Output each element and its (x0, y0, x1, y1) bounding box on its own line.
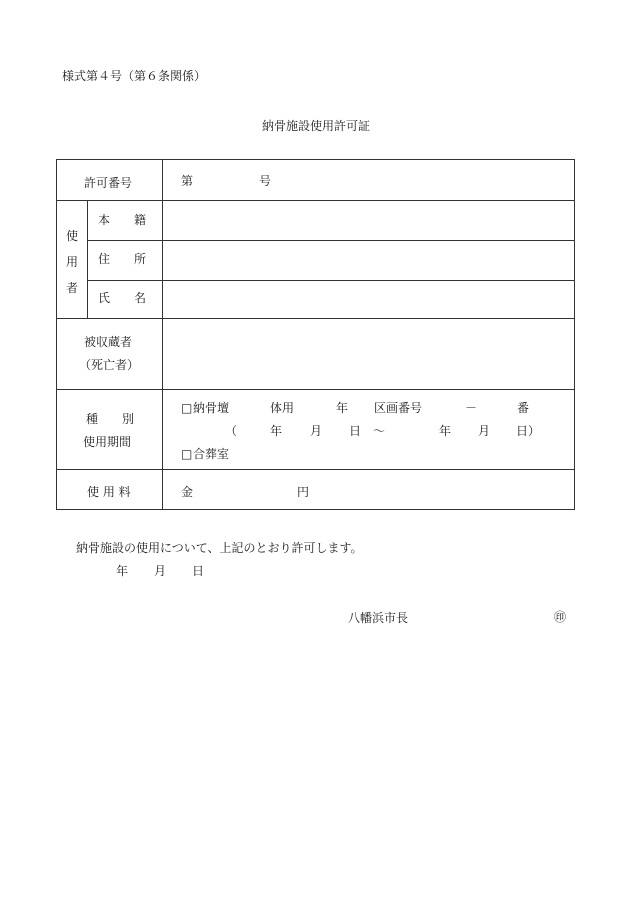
period-open-paren: （ (225, 424, 238, 438)
period-day-start: 日 (349, 424, 362, 438)
capacity-label: 体用 (270, 401, 295, 415)
fee-prefix: 金 (181, 485, 194, 499)
name-label: 氏 名 (98, 291, 147, 305)
section-number-label: 区画番号 (374, 401, 423, 415)
option-checkbox[interactable]: □ (181, 447, 193, 461)
row-divider (57, 318, 574, 319)
column-divider (162, 160, 163, 509)
period-label: 使用期間 (83, 435, 132, 449)
period-year-start: 年 (270, 424, 283, 438)
row-divider (57, 469, 574, 470)
fee-suffix: 円 (297, 485, 310, 499)
section-dash: － (465, 401, 478, 415)
option-checkbox[interactable]: □ (181, 401, 193, 415)
row-divider (57, 200, 574, 201)
date-year: 年 (116, 564, 129, 578)
issuer-name: 八幡浜市長 (348, 611, 409, 625)
period-day-end: 日） (516, 424, 541, 438)
period-month-end: 月 (478, 424, 491, 438)
permit-statement: 納骨施設の使用について、上記のとおり許可します。 (76, 541, 363, 555)
period-tilde: ～ (373, 424, 386, 438)
seal-mark: ㊞ (554, 610, 567, 624)
permit-number-prefix: 第 (181, 174, 194, 188)
permit-number-suffix: 号 (259, 174, 272, 188)
option-gassoushitsu-label: 合葬室 (193, 447, 230, 461)
user-group-label (65, 229, 79, 307)
honseki-label: 本 籍 (98, 213, 147, 227)
permit-form-table (56, 159, 575, 510)
user-group-char: 者 (65, 281, 78, 295)
deceased-sub-label: （死亡者） (79, 358, 140, 372)
section-number-suffix: 番 (517, 401, 530, 415)
document-title: 納骨施設使用許可証 (262, 119, 371, 133)
form-number: 様式第４号（第６条関係） (62, 69, 207, 83)
date-day: 日 (192, 564, 205, 578)
period-year-end: 年 (439, 424, 452, 438)
type-label: 種 別 (86, 412, 135, 426)
row-divider (87, 280, 574, 281)
row-divider (87, 240, 574, 241)
fee-label: 使 用 料 (87, 485, 131, 499)
date-month: 月 (154, 564, 167, 578)
user-group-char: 使 (65, 229, 78, 243)
option-nokotsudan-label: 納骨壇 (193, 401, 230, 415)
permit-number-label: 許可番号 (84, 176, 133, 190)
period-month-start: 月 (310, 424, 323, 438)
column-divider (87, 200, 88, 318)
user-group-char: 用 (65, 255, 78, 269)
row-divider (57, 389, 574, 390)
address-label: 住 所 (98, 252, 147, 266)
year-label: 年 (336, 401, 349, 415)
deceased-label: 被収蔵者 (84, 335, 133, 349)
